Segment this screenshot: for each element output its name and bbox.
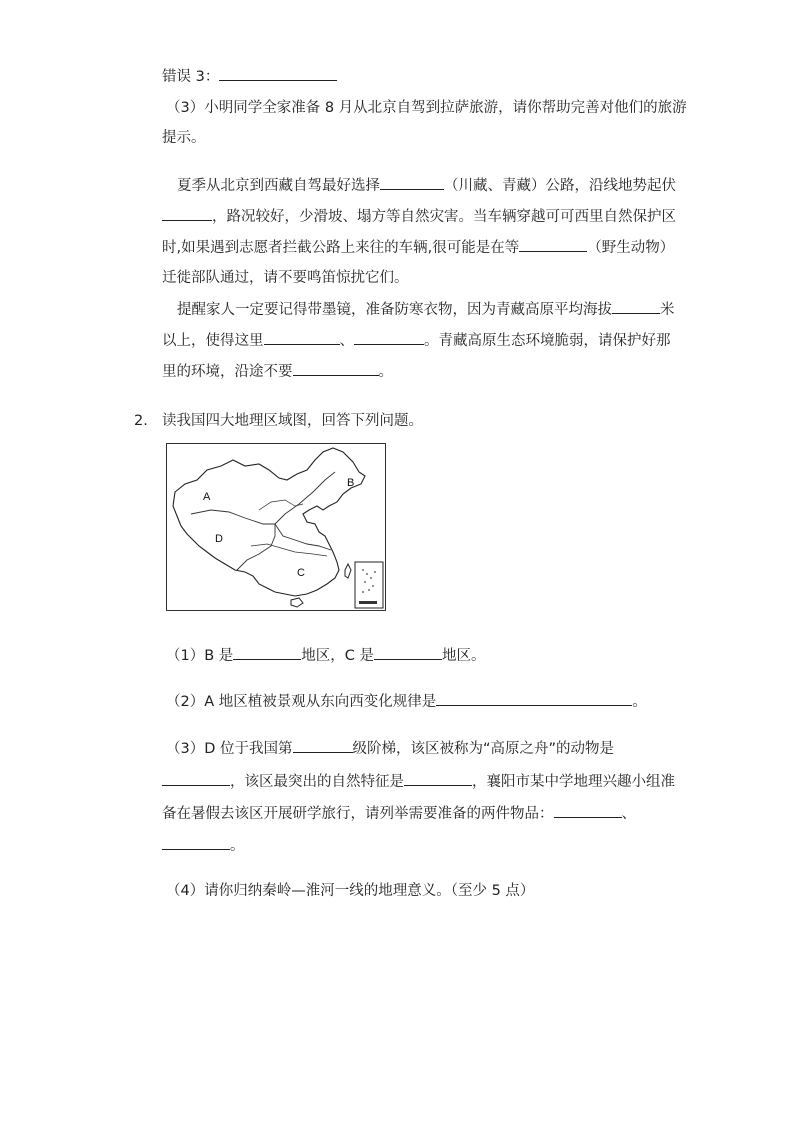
- q2-s4-line: （4）请你归纳秦岭—淮河一线的地理意义。（至少 5 点）: [166, 883, 535, 899]
- q3-p2-text-g: 。: [378, 364, 393, 380]
- q3-p1-text-d: 时,如果遇到志愿者拦截公路上来往的车辆,很可能是在等: [162, 240, 520, 256]
- q2-s3-line3: [162, 803, 636, 824]
- terrace-blank[interactable]: [293, 738, 353, 753]
- region-b-blank[interactable]: [233, 645, 301, 660]
- map-drawing: [167, 444, 385, 610]
- error3-label: 错误 3：: [162, 69, 220, 85]
- q3-p2-text-f: 里的环境，沿途不要: [162, 364, 293, 380]
- altitude-blank[interactable]: [612, 299, 660, 314]
- hainan-island: [291, 598, 303, 607]
- item-blank-2[interactable]: [162, 835, 230, 850]
- q2-intro: 读我国四大地理区域图，回答下列问题。: [162, 413, 423, 429]
- error3-line: [162, 66, 337, 87]
- q2-s3-line1: [166, 738, 614, 759]
- q2-s3-text-c: ，该区最突出的自然特征是: [230, 774, 404, 790]
- behavior-blank[interactable]: [293, 361, 379, 376]
- q3-p1-text-a: 夏季从北京到西藏自驾最好选择: [177, 178, 380, 194]
- q3-p2-text-a: 提醒家人一定要记得带墨镜，准备防寒衣物，因为青藏高原平均海拔: [177, 302, 612, 318]
- q2-s2-text-a: （2）A 地区植被景观从东向西变化规律是: [166, 694, 437, 710]
- climate-blank-2[interactable]: [354, 330, 424, 345]
- q3-stem-line2: 提示。: [162, 130, 206, 146]
- route-blank[interactable]: [380, 175, 444, 190]
- q3-p2-line3: [162, 361, 393, 382]
- climate-blank-1[interactable]: [264, 330, 340, 345]
- q3-p2-text-d: 、: [339, 333, 354, 349]
- river-yellow: [259, 500, 303, 510]
- q3-p1-line2: [162, 206, 676, 227]
- q2-s3-text-b: 级阶梯，该区被称为“高原之舟”的动物是: [352, 741, 615, 757]
- q3-p2-text-c: 以上，使得这里: [162, 333, 264, 349]
- q2-s1-text-c: 地区。: [442, 648, 486, 664]
- taiwan-island: [345, 564, 351, 578]
- china-regions-map: [166, 443, 386, 611]
- plateau-animal-blank[interactable]: [162, 771, 230, 786]
- q3-p1-line1: [177, 175, 676, 196]
- q3-p2-line1: [177, 299, 675, 320]
- q2-number: 2.: [134, 413, 148, 429]
- q2-s1-text-a: （1）B 是: [166, 648, 234, 664]
- item-blank-1[interactable]: [554, 803, 622, 818]
- q3-stem-line1: （3）小明同学全家准备 8 月从北京自驾到拉萨旅游，请你帮助完善对他们的旅游: [166, 100, 687, 116]
- boundary-b-c: [275, 524, 331, 550]
- q3-p1-text-e: （野生动物）: [587, 240, 675, 256]
- q2-s3-line4: [162, 835, 245, 856]
- q3-p1-line3: [162, 237, 674, 258]
- region-c-blank[interactable]: [374, 645, 442, 660]
- q3-p2-text-e: 。青藏高原生态环境脆弱，请保护好那: [424, 333, 671, 349]
- q3-p1-text-b: （川藏、青藏）公路，沿线地势起伏: [444, 178, 676, 194]
- q2-s3-text-a: （3）D 位于我国第: [166, 741, 293, 757]
- china-outline: [173, 448, 365, 596]
- vegetation-blank[interactable]: [436, 691, 632, 706]
- boundary-d-c: [237, 524, 275, 570]
- q3-p1-line4: 迁徙部队通过，请不要鸣笛惊扰它们。: [162, 270, 409, 286]
- q2-s3-text-e: 备在暑假去该区开展研学旅行，请列举需要准备的两件物品：: [162, 806, 554, 822]
- map-label-b: B: [347, 477, 355, 489]
- map-label-d: D: [215, 533, 223, 545]
- q2-s2-text-b: 。: [632, 694, 647, 710]
- q2-s1-line: [166, 645, 486, 666]
- q2-s2-line: [166, 691, 647, 712]
- q2-s3-line2: [162, 771, 675, 792]
- animal-blank[interactable]: [519, 237, 587, 252]
- boundary-a-d: [191, 510, 275, 524]
- q3-p2-text-b: 米: [660, 302, 675, 318]
- map-label-a: A: [203, 491, 211, 503]
- q2-s3-text-f: 、: [621, 806, 636, 822]
- inset-scale-bar: [359, 601, 377, 604]
- natural-feature-blank[interactable]: [404, 771, 472, 786]
- terrain-blank[interactable]: [162, 206, 212, 221]
- q3-p1-text-c: ，路况较好，少滑坡、塌方等自然灾害。当车辆穿越可可西里自然保护区: [212, 209, 676, 225]
- q2-s3-text-g: 。: [230, 838, 245, 854]
- map-label-c: C: [297, 567, 305, 579]
- q3-p2-line2: [162, 330, 671, 351]
- q2-s3-text-d: ，襄阳市某中学地理兴趣小组准: [472, 774, 675, 790]
- error3-blank[interactable]: [219, 66, 337, 81]
- q2-s1-text-b: 地区，C 是: [301, 648, 375, 664]
